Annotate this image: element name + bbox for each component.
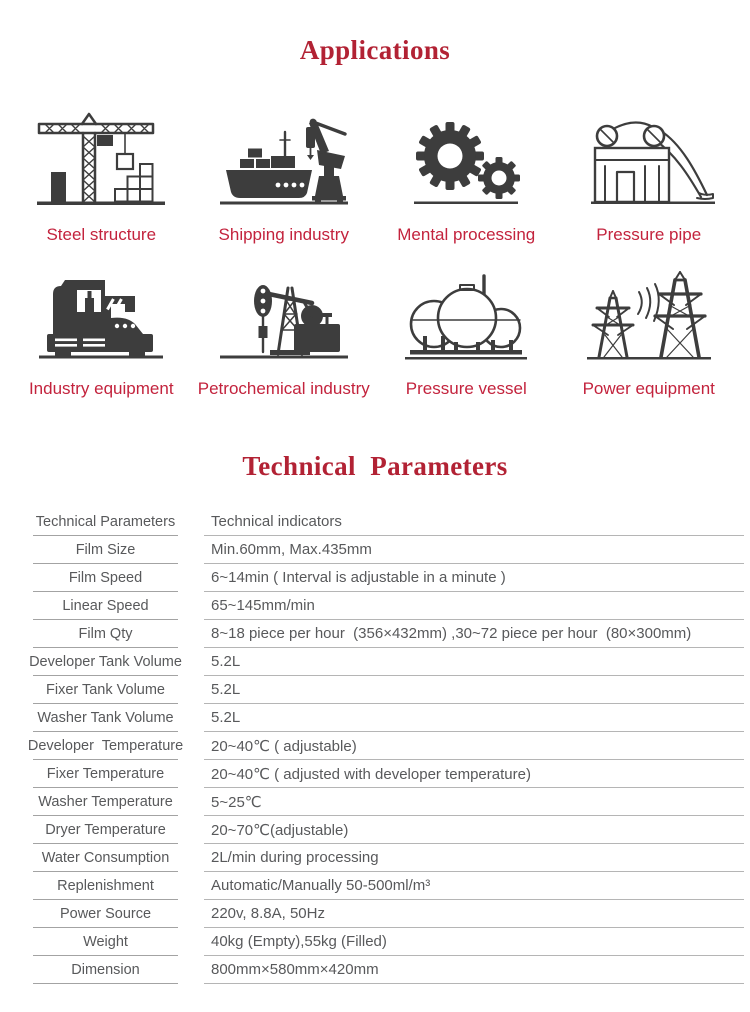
applications-title: Applications xyxy=(299,35,451,65)
table-row xyxy=(33,592,744,620)
param-cell: Technical Parameters xyxy=(33,508,178,536)
applications-grid xyxy=(0,110,750,400)
table-row xyxy=(33,956,744,984)
param-cell: Developer Temperature xyxy=(33,732,178,760)
app-cell-power-equipment xyxy=(558,264,741,400)
app-label-steel-structure: Steel structure xyxy=(46,225,157,244)
table-row xyxy=(33,928,744,956)
table-row xyxy=(33,760,744,788)
value-cell: 5.2L xyxy=(204,676,744,704)
table-row xyxy=(29,648,744,676)
value-cell: 2L/min during processing xyxy=(204,844,744,872)
table-row xyxy=(33,788,744,816)
app-cell-shipping-industry xyxy=(193,110,376,246)
app-label-industry-equipment: Industry equipment xyxy=(28,379,174,398)
spherical-tanks-icon xyxy=(391,264,541,364)
value-cell: 6~14min ( Interval is adjustable in a minute ) xyxy=(204,564,744,592)
value-cell: Automatic/Manually 50-500ml/m³ xyxy=(204,872,744,900)
param-cell: Developer Tank Volume xyxy=(33,648,178,676)
table-row xyxy=(33,676,744,704)
param-cell: Dimension xyxy=(33,956,178,984)
param-cell: Washer Tank Volume xyxy=(33,704,178,732)
value-cell: 20~40℃ ( adjusted with developer temperature) xyxy=(204,760,744,788)
table-row xyxy=(27,732,744,760)
table-row xyxy=(33,900,744,928)
param-cell: Dryer Temperature xyxy=(33,816,178,844)
technical-parameters-table xyxy=(27,508,744,984)
value-cell: Min.60mm, Max.435mm xyxy=(204,536,744,564)
gears-icon xyxy=(391,110,541,210)
app-cell-industry-equipment xyxy=(10,264,193,400)
param-cell: Washer Temperature xyxy=(33,788,178,816)
technical-parameters-title: Technical Parameters xyxy=(242,451,508,481)
app-label-pressure-pipe: Pressure pipe xyxy=(596,225,702,244)
app-cell-pressure-vessel xyxy=(375,264,558,400)
app-label-pressure-vessel: Pressure vessel xyxy=(405,379,527,398)
table-row xyxy=(33,844,744,872)
app-label-petrochemical-industry: Petrochemical industry xyxy=(197,379,370,398)
app-label-shipping-industry: Shipping industry xyxy=(218,225,349,244)
tower-crane-icon xyxy=(26,110,176,210)
value-cell: 5.2L xyxy=(204,704,744,732)
table-row xyxy=(33,620,744,648)
table-row xyxy=(33,536,744,564)
table-row xyxy=(33,564,744,592)
value-cell: 8~18 piece per hour (356×432mm) ,30~72 piece per hour (80×300mm) xyxy=(204,620,744,648)
cargo-ship-crane-icon xyxy=(209,110,359,210)
param-cell: Film Speed xyxy=(33,564,178,592)
app-label-power-equipment: Power equipment xyxy=(582,379,715,398)
value-cell: Technical indicators xyxy=(204,508,744,536)
value-cell: 65~145mm/min xyxy=(204,592,744,620)
app-cell-petrochemical-industry xyxy=(193,264,376,400)
param-cell: Power Source xyxy=(33,900,178,928)
param-cell: Replenishment xyxy=(33,872,178,900)
param-cell: Film Size xyxy=(33,536,178,564)
value-cell: 20~40℃ ( adjustable) xyxy=(204,732,744,760)
app-cell-mental-processing xyxy=(375,110,558,246)
table-row xyxy=(33,508,744,536)
value-cell: 20~70℃(adjustable) xyxy=(204,816,744,844)
industrial-machine-icon xyxy=(26,264,176,364)
app-label-mental-processing: Mental processing xyxy=(397,225,536,244)
transmission-towers-icon xyxy=(574,264,724,364)
piped-building-icon xyxy=(574,110,724,210)
table-row xyxy=(33,704,744,732)
table-row xyxy=(33,816,744,844)
value-cell: 5~25℃ xyxy=(204,788,744,816)
param-cell: Fixer Temperature xyxy=(33,760,178,788)
param-cell: Weight xyxy=(33,928,178,956)
param-cell: Film Qty xyxy=(33,620,178,648)
table-row xyxy=(33,872,744,900)
app-cell-steel-structure xyxy=(10,110,193,246)
param-cell: Water Consumption xyxy=(33,844,178,872)
value-cell: 40kg (Empty),55kg (Filled) xyxy=(204,928,744,956)
value-cell: 5.2L xyxy=(204,648,744,676)
param-cell: Fixer Tank Volume xyxy=(33,676,178,704)
param-cell: Linear Speed xyxy=(33,592,178,620)
value-cell: 220v, 8.8A, 50Hz xyxy=(204,900,744,928)
oil-pumpjack-icon xyxy=(209,264,359,364)
app-cell-pressure-pipe xyxy=(558,110,741,246)
value-cell: 800mm×580mm×420mm xyxy=(204,956,744,984)
